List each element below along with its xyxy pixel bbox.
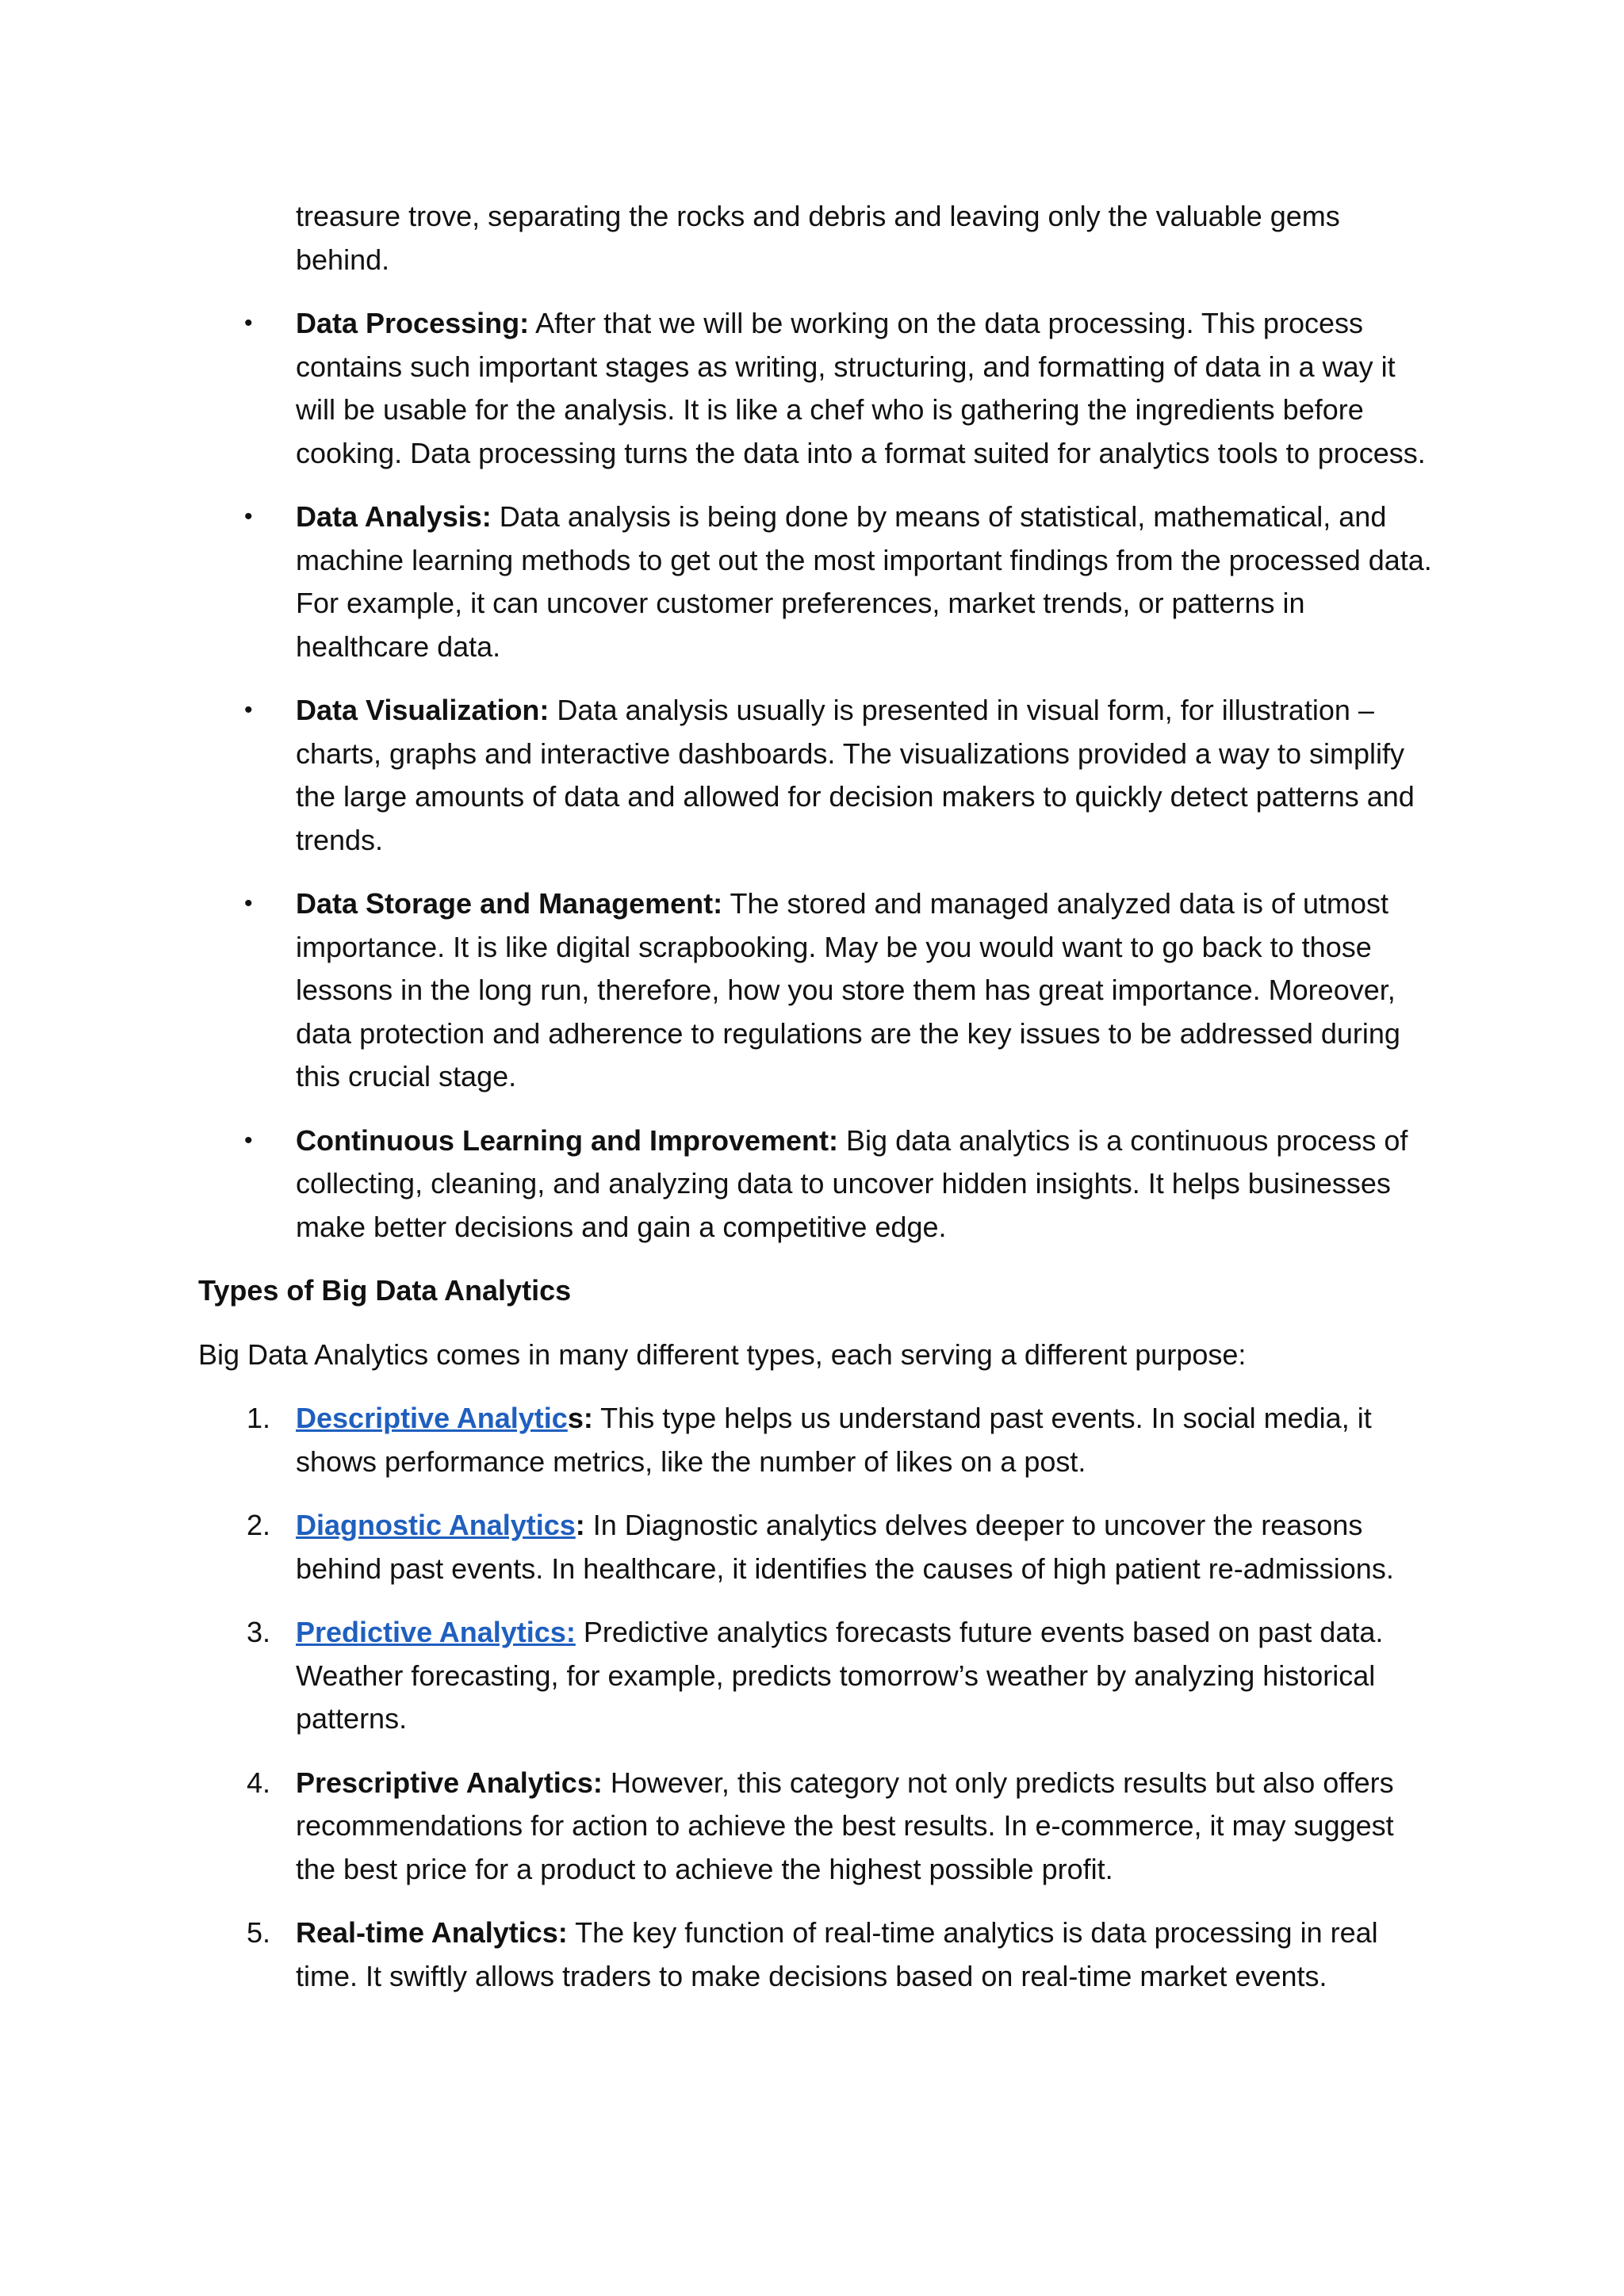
bullet-text: Big data analytics is a continuous process of collecting, cleaning, and analyzing data to uncover hidden insights. It helps businesses make better decisions and gain a competitive edge. bbox=[296, 1123, 1408, 1243]
bullet-label: Data Analysis: bbox=[296, 500, 492, 533]
bullet-icon: • bbox=[244, 697, 253, 723]
continuation-paragraph: treasure trove, separating the rocks and debris and leaving only the valuable gems behind. bbox=[296, 200, 1340, 276]
type-label: Real-time Analytics: bbox=[296, 1916, 568, 1949]
predictive-analytics-link[interactable]: Predictive Analytics: bbox=[296, 1616, 576, 1648]
bullet-label: Data Storage and Management: bbox=[296, 887, 723, 920]
bullet-item-data-analysis bbox=[244, 496, 1435, 668]
process-bullet-list bbox=[198, 302, 1435, 1249]
bullet-text: Data analysis is being done by means of statistical, mathematical, and machine learning methods to get out the most important findings from the processed data. For example, it can uncover customer preferences, market trends, or patterns in healthcare data. bbox=[296, 500, 1432, 663]
type-item-descriptive bbox=[247, 1397, 1435, 1483]
bullet-icon: • bbox=[244, 310, 253, 336]
bullet-icon: • bbox=[244, 890, 253, 916]
page-content bbox=[198, 195, 1435, 2019]
type-text: This type helps us understand past events. In social media, it shows performance metrics, like the number of likes on a post. bbox=[296, 1402, 1372, 1478]
type-text: In Diagnostic analytics delves deeper to uncover the reasons behind past events. In healthcare, it identifies the causes of high patient re-admissions. bbox=[296, 1509, 1394, 1585]
bullet-item-data-processing bbox=[244, 302, 1435, 475]
type-item-diagnostic bbox=[247, 1504, 1435, 1590]
bullet-text: After that we will be working on the data processing. This process contains such important stages as writing, structuring, and formatting of data in a way it will be usable for the analysis. It is like a chef who is gathering the ingredients before cooking. Data processing turns the data into a format suited for analytics tools to process. bbox=[296, 307, 1426, 469]
type-item-real-time bbox=[247, 1911, 1435, 1998]
list-number: 1. bbox=[247, 1402, 271, 1434]
type-text: Predictive analytics forecasts future events based on past data. Weather forecasting, for example, predicts tomorrow’s weather by analyzing historical patterns. bbox=[296, 1616, 1384, 1735]
diagnostic-analytics-link[interactable]: Diagnostic Analytics bbox=[296, 1509, 576, 1541]
bullet-icon: • bbox=[244, 503, 253, 530]
type-label: : bbox=[575, 1509, 585, 1541]
bullet-label: Continuous Learning and Improvement: bbox=[296, 1123, 839, 1157]
bullet-label: Data Processing: bbox=[296, 307, 530, 339]
descriptive-analytics-link[interactable]: Descriptive Analytic bbox=[296, 1402, 568, 1434]
list-number: 5. bbox=[247, 1916, 271, 1949]
analytics-types-list bbox=[198, 1397, 1435, 1998]
bullet-item-data-storage bbox=[244, 882, 1435, 1099]
bullet-item-data-visualization bbox=[244, 689, 1435, 862]
bullet-text: The stored and managed analyzed data is of utmost importance. It is like digital scrapbooking. May be you would want to go back to those lessons in the long run, therefore, how you store them has great importance. Moreover, data protection and adherence to regulations are the key issues to be addressed during this crucial stage. bbox=[296, 887, 1400, 1093]
type-text: The key function of real-time analytics is data processing in real time. It swiftly allows traders to make decisions based on real-time market events. bbox=[296, 1916, 1378, 1992]
list-number: 4. bbox=[247, 1766, 271, 1799]
type-item-predictive bbox=[247, 1611, 1435, 1741]
bullet-label: Data Visualization: bbox=[296, 694, 550, 726]
bullet-icon: • bbox=[244, 1127, 253, 1154]
type-label: Prescriptive Analytics: bbox=[296, 1766, 603, 1799]
list-number: 3. bbox=[247, 1616, 271, 1648]
section-heading: Types of Big Data Analytics bbox=[198, 1274, 572, 1307]
type-item-prescriptive bbox=[247, 1762, 1435, 1892]
intro-paragraph: Big Data Analytics comes in many different types, each serving a different purpose: bbox=[198, 1337, 1247, 1371]
type-text: However, this category not only predicts results but also offers recommendations for action to achieve the best results. In e-commerce, it may suggest the best price for a product to achieve the highest possible profit. bbox=[296, 1766, 1394, 1885]
bullet-item-continuous-learning bbox=[244, 1119, 1435, 1249]
list-number: 2. bbox=[247, 1509, 271, 1541]
bullet-text: Data analysis usually is presented in visual form, for illustration – charts, graphs and interactive dashboards. The visualizations provided a way to simplify the large amounts of data and allowed for decision makers to quickly detect patterns and trends. bbox=[296, 694, 1415, 856]
type-label: s: bbox=[567, 1402, 593, 1434]
